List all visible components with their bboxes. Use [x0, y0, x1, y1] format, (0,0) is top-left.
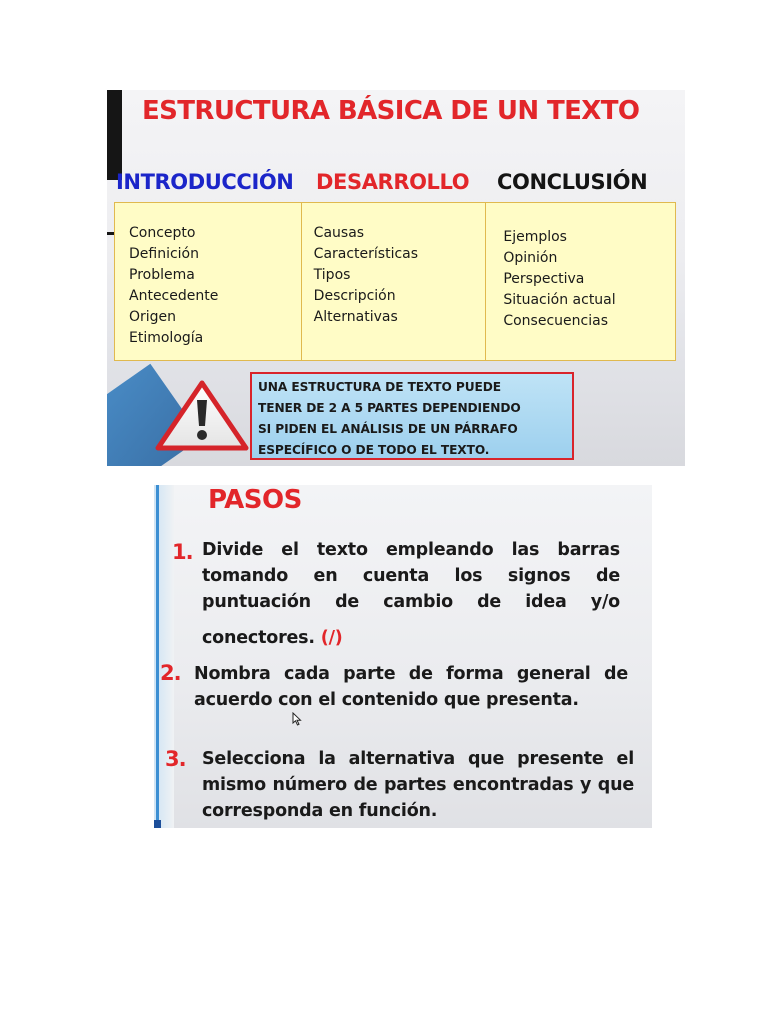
list-item: Causas [313, 225, 365, 241]
list-item: Antecedente [129, 288, 219, 304]
step-line: corresponda en función. [202, 801, 438, 821]
slide-title: ESTRUCTURA BÁSICA DE UN TEXTO [142, 96, 640, 126]
list-item: Problema [129, 267, 195, 283]
column-desarrollo [302, 203, 487, 360]
list-item: Concepto [129, 225, 196, 241]
list-item: Etimología [129, 330, 204, 346]
step-3-text [202, 746, 634, 824]
slide-estructura-basica [107, 90, 685, 466]
step-number: 2. [160, 661, 181, 685]
heading-desarrollo: DESARROLLO [316, 170, 470, 194]
list-item: Definición [129, 246, 199, 262]
step-line-text: conectores. [202, 628, 315, 648]
slide-title: PASOS [208, 485, 302, 515]
step-line: tomando en cuenta los signos de [202, 566, 620, 586]
step-2-text [194, 661, 628, 713]
step-number: 1. [172, 540, 193, 564]
warning-triangle-icon [155, 380, 249, 452]
slide-pasos [154, 485, 652, 828]
step-number: 3. [165, 747, 186, 771]
heading-conclusion: CONCLUSIÓN [497, 170, 648, 194]
list-item: Consecuencias [503, 313, 608, 329]
list-item: Perspectiva [503, 271, 585, 287]
step-line: Selecciona la alternativa que presente el [202, 749, 634, 769]
list-item: Ejemplos [503, 229, 567, 245]
list-item: Situación actual [503, 292, 616, 308]
list-item: Características [313, 246, 419, 262]
step-line: Nombra cada parte de forma general de [194, 664, 628, 684]
step-line: Divide el texto empleando las barras [202, 540, 620, 560]
list-item: Descripción [313, 288, 396, 304]
column-introduccion [115, 203, 302, 360]
list-item: Tipos [313, 267, 351, 283]
step-line [202, 625, 620, 651]
list-item: Opinión [503, 250, 558, 266]
warning-text-line: TENER DE 2 A 5 PARTES DEPENDIENDO [258, 401, 521, 415]
list-item: Alternativas [313, 309, 398, 325]
warning-text-line: SI PIDEN EL ANÁLISIS DE UN PÁRRAFO [258, 422, 518, 436]
step-line: puntuación de cambio de idea y/o [202, 592, 620, 612]
step-line: mismo número de partes encontradas y que [202, 775, 634, 795]
warning-text-line: ESPECÍFICO O DE TODO EL TEXTO. [258, 443, 490, 457]
mouse-cursor-icon [292, 711, 302, 730]
warning-text-line: UNA ESTRUCTURA DE TEXTO PUEDE [258, 380, 502, 394]
structure-table [114, 202, 676, 361]
heading-introduccion: INTRODUCCIÓN [116, 170, 294, 194]
list-item: Origen [129, 309, 177, 325]
slash-marker: (/) [320, 628, 343, 648]
step-line: acuerdo con el contenido que presenta. [194, 690, 579, 710]
slide-edge-stripe [156, 485, 159, 828]
slide-edge-bar [107, 90, 122, 180]
slide-edge-corner [154, 820, 161, 828]
column-conclusion [486, 203, 675, 360]
step-1-text [202, 537, 620, 651]
warning-note [250, 372, 574, 460]
